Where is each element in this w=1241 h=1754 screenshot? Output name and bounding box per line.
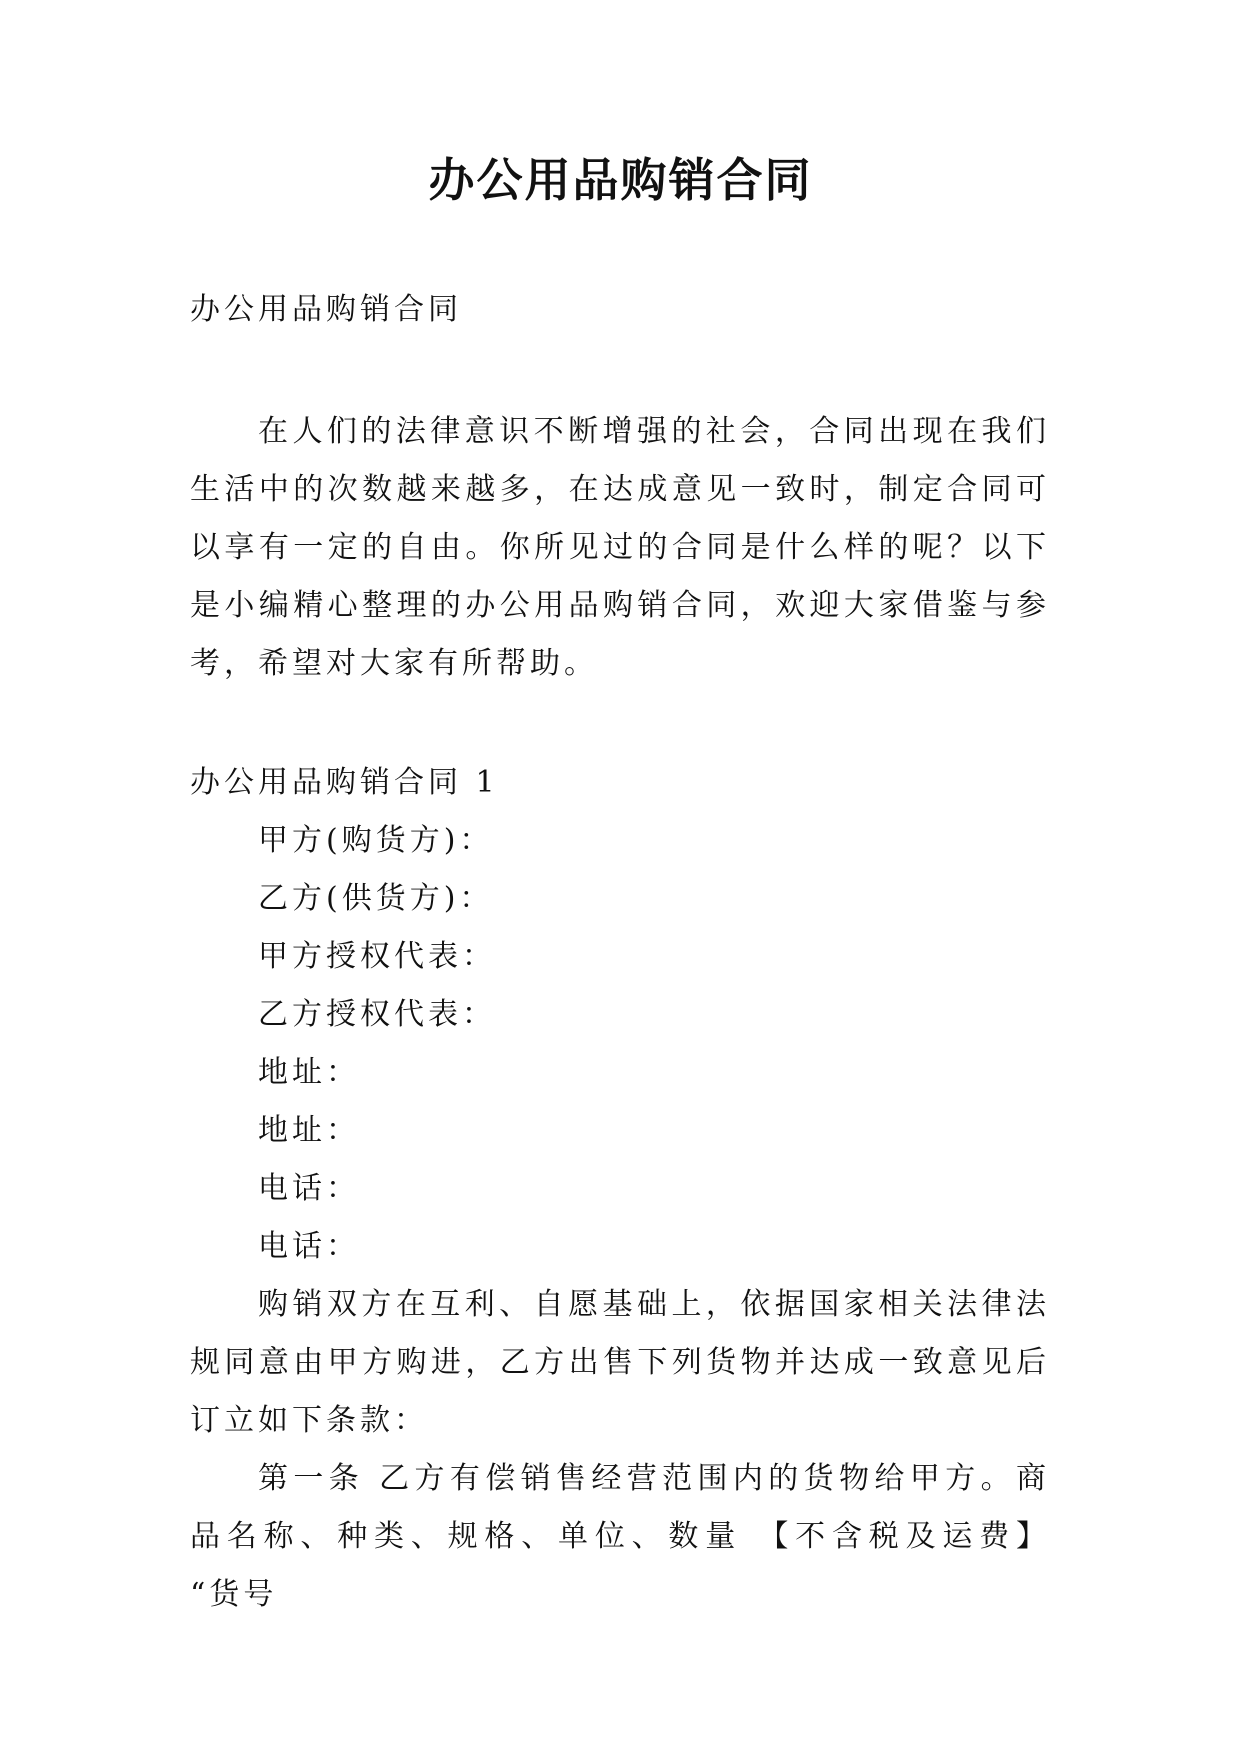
field-party-b: 乙方(供货方)： [258, 881, 494, 916]
section-heading: 办公用品购销合同 1 [190, 765, 499, 800]
contract-section [190, 754, 1050, 1624]
article-one-paragraph: 第一条 乙方有偿销售经营范围内的货物给甲方。商品名称、种类、规格、单位、数量 【不含税及运费】 “货号 [190, 1461, 1050, 1612]
field-party-a: 甲方(购货方)： [258, 823, 494, 858]
document-title: 办公用品购销合同 [428, 153, 813, 207]
field-party-b-representative: 乙方授权代表： [258, 997, 496, 1032]
field-phone-b: 电话： [258, 1229, 360, 1264]
intro-block [190, 403, 1050, 693]
intro-paragraph: 在人们的法律意识不断增强的社会，合同出现在我们生活中的次数越来越多，在达成意见一致时，制定合同可以享有一定的自由。你所见过的合同是什么样的呢？以下是小编精心整理的办公用品购销合同，欢迎大家借鉴与参考，希望对大家有所帮助。 [190, 414, 1050, 681]
document-subtitle: 办公用品购销合同 [190, 292, 462, 327]
agreement-paragraph: 购销双方在互利、自愿基础上，依据国家相关法律法规同意由甲方购进，乙方出售下列货物并达成一致意见后订立如下条款： [190, 1287, 1050, 1438]
field-phone-a: 电话： [258, 1171, 360, 1206]
field-address-a: 地址： [258, 1055, 360, 1090]
field-address-b: 地址： [258, 1113, 360, 1148]
field-party-a-representative: 甲方授权代表： [258, 939, 496, 974]
